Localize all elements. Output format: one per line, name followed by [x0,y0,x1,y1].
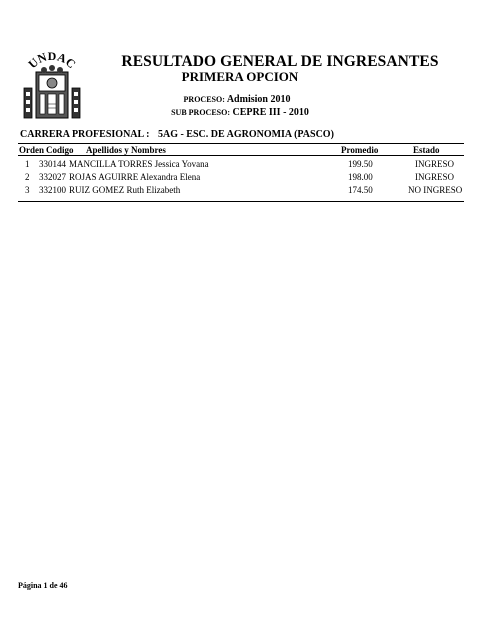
col-header-estado: Estado [413,145,440,155]
col-header-orden: Orden [19,145,45,155]
row-nombre: ROJAS AGUIRRE Alexandra Elena [69,172,201,182]
row-estado: INGRESO [415,172,455,182]
row-codigo: 332100 [39,185,66,195]
row-orden: 2 [25,172,30,182]
subproceso-value: CEPRE III - 2010 [232,107,309,118]
row-estado: NO INGRESO [408,185,463,195]
carrera-line [20,129,334,140]
row-promedio: 198.00 [348,172,373,182]
row-orden: 3 [25,185,30,195]
page-subtitle: PRIMERA OPCION [181,69,299,84]
page-number: Página 1 de 46 [18,581,68,590]
subproceso-label: SUB PROCESO: [171,108,230,117]
row-promedio: 199.50 [348,159,373,169]
logo-text: UNDAC [25,49,79,72]
row-nombre: RUIZ GOMEZ Ruth Elizabeth [69,185,181,195]
subproceso-line [150,107,330,118]
carrera-label: CARRERA PROFESIONAL : [20,129,150,140]
proceso-label: PROCESO: [183,95,225,104]
table-top-rule [18,143,464,144]
row-nombre: MANCILLA TORRES Jessica Yovana [69,159,209,169]
col-header-nombre: Apellidos y Nombres [86,145,166,155]
table-header-rule [18,155,464,156]
row-promedio: 174.50 [348,185,373,195]
proceso-value: Admision 2010 [226,94,291,105]
proceso-line [172,94,302,105]
col-header-codigo: Codigo [46,145,74,155]
row-estado: INGRESO [415,159,455,169]
carrera-value: 5AG - ESC. DE AGRONOMIA (PASCO) [157,129,334,140]
row-codigo: 330144 [39,159,66,169]
table-bottom-rule [18,201,464,202]
page-title: RESULTADO GENERAL DE INGRESANTES [121,53,439,70]
row-codigo: 332027 [39,172,66,182]
col-header-promedio: Promedio [341,145,379,155]
row-orden: 1 [25,159,30,169]
